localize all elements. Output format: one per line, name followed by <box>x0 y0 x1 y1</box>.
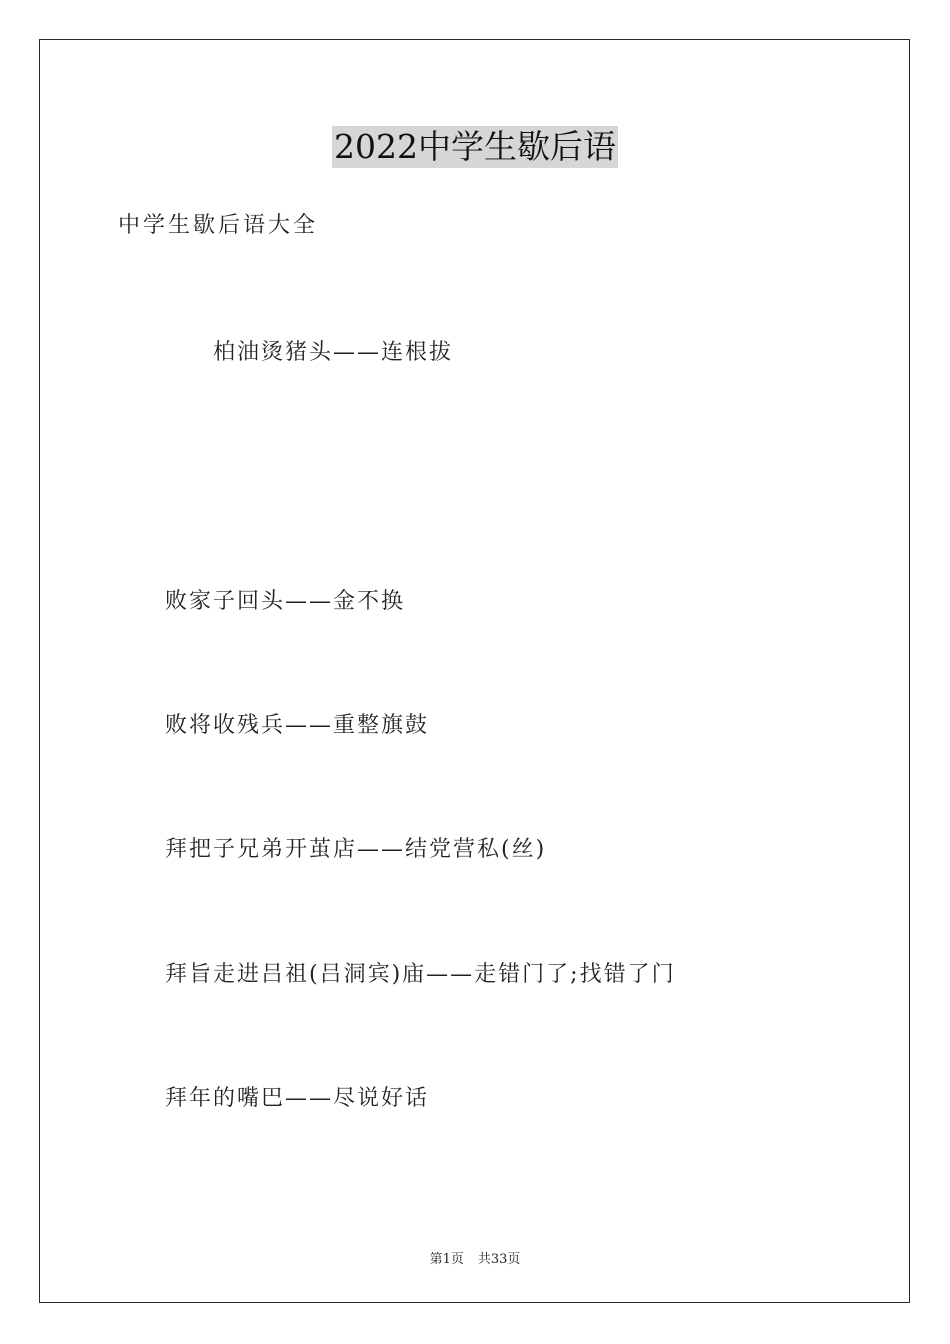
proverb-line: 柏油烫猪头——连根拔 <box>213 340 454 365</box>
proverb-line: 败家子回头——金不换 <box>165 589 406 614</box>
document-subtitle: 中学生歇后语大全 <box>118 213 319 238</box>
title-container <box>0 126 950 168</box>
proverb-line: 拜把子兄弟开茧店——结党营私(丝) <box>165 837 547 862</box>
proverb-line: 败将收残兵——重整旗鼓 <box>165 713 430 738</box>
proverb-line: 拜旨走进吕祖(吕洞宾)庙——走错门了;找错了门 <box>165 962 676 987</box>
page-total: 共33页 <box>477 1252 521 1267</box>
page-number: 第1页 <box>429 1252 464 1267</box>
page-footer <box>0 1248 950 1267</box>
document-title: 2022中学生歇后语 <box>334 127 616 166</box>
proverb-line: 拜年的嘴巴——尽说好话 <box>165 1086 430 1111</box>
